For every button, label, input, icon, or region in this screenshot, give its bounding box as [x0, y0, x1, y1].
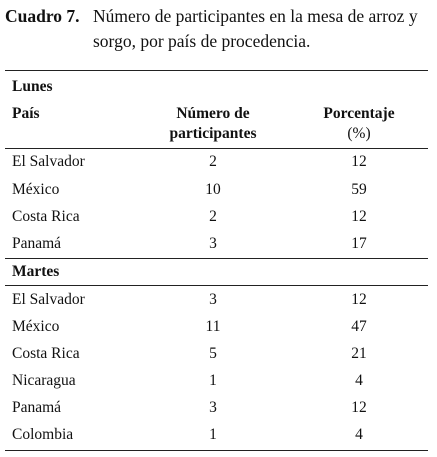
table-row-participants: 3: [209, 399, 217, 416]
table-row-percent: 17: [351, 235, 367, 252]
table-row-participants: 2: [209, 153, 217, 170]
header-participants-line2: participantes: [169, 125, 257, 142]
section-title-rule: [5, 285, 428, 286]
table-caption: [5, 4, 430, 51]
table-row-country: Costa Rica: [12, 345, 80, 362]
table-row-percent: 12: [351, 153, 367, 170]
section-divider-rule: [5, 258, 428, 259]
table-row-percent: 12: [351, 291, 367, 308]
table-row-country: Nicaragua: [12, 372, 76, 389]
table-row-country: Panamá: [12, 235, 62, 252]
table-row-country: México: [12, 181, 60, 198]
table-row-country: Costa Rica: [12, 208, 80, 225]
table-row-participants: 11: [205, 318, 221, 335]
table-row-percent: 4: [355, 426, 363, 443]
table-row-participants: 2: [209, 208, 217, 225]
table-bottom-rule: [5, 450, 428, 451]
table-row-percent: 12: [351, 208, 367, 225]
table-row-country: El Salvador: [12, 291, 85, 308]
table-row-participants: 5: [209, 345, 217, 362]
caption-label: Cuadro 7.: [5, 6, 80, 26]
table-top-rule: [5, 70, 428, 71]
header-country: País: [12, 105, 40, 122]
table-row-participants: 3: [209, 291, 217, 308]
table-row-percent: 59: [351, 181, 367, 198]
header-participants-line1: Número de: [176, 105, 250, 122]
section-title-martes: Martes: [12, 263, 60, 280]
table-row-participants: 1: [209, 426, 217, 443]
table-row-participants: 10: [205, 181, 221, 198]
table-row-participants: 1: [209, 372, 217, 389]
table-row-percent: 21: [351, 345, 367, 362]
table-row-percent: 4: [355, 372, 363, 389]
header-percent-line2: (%): [347, 125, 371, 142]
table-row-percent: 47: [351, 318, 367, 335]
table-row-country: México: [12, 318, 60, 335]
header-percent-line1: Porcentaje: [323, 105, 395, 122]
header-bottom-rule: [5, 148, 428, 149]
table-row-country: Colombia: [12, 426, 74, 443]
table-row-percent: 12: [351, 399, 367, 416]
table-row-country: Panamá: [12, 399, 62, 416]
table-row-participants: 3: [209, 235, 217, 252]
caption-text: Número de participantes en la mesa de arroz y sorgo, por país de procedencia.: [93, 6, 418, 51]
table-row-country: El Salvador: [12, 153, 85, 170]
section-title-lunes: Lunes: [12, 78, 53, 95]
